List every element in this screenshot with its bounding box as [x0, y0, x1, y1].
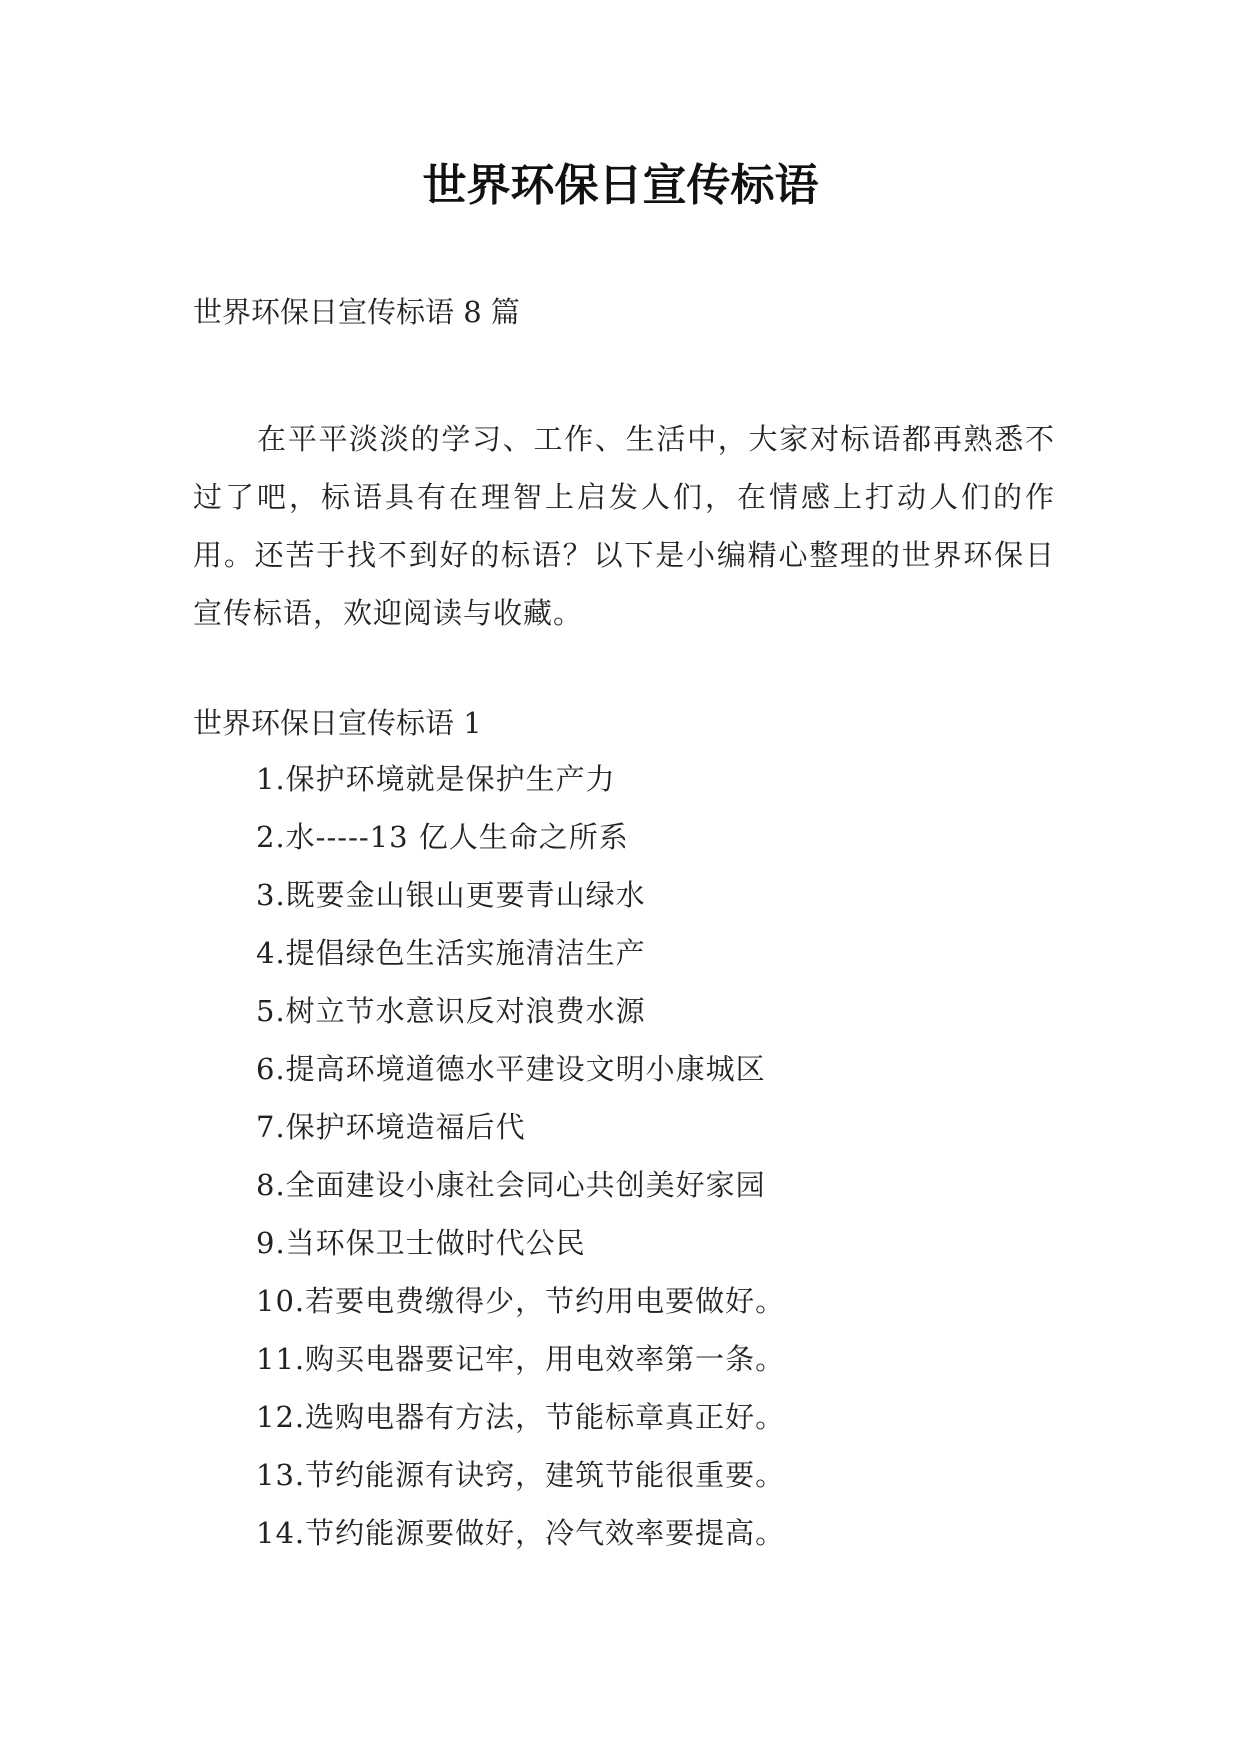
slogan-item: 13.节约能源有诀窍，建筑节能很重要。: [256, 1458, 786, 1492]
slogan-item: 14.节约能源要做好，冷气效率要提高。: [256, 1516, 786, 1550]
slogan-list: [256, 759, 785, 1571]
slogan-item: 9.当环保卫士做时代公民: [256, 1226, 586, 1260]
slogan-item: 10.若要电费缴得少，节约用电要做好。: [256, 1284, 786, 1318]
slogan-item: 11.购买电器要记牢，用电效率第一条。: [256, 1342, 786, 1376]
document-title: 世界环保日宣传标语: [422, 160, 819, 211]
slogan-item: 7.保护环境造福后代: [256, 1110, 526, 1144]
section-heading: 世界环保日宣传标语 1: [193, 706, 482, 740]
intro-paragraph: 在平平淡淡的学习、工作、生活中，大家对标语都再熟悉不过了吧，标语具有在理智上启发人们，在情感上打动人们的作用。还苦于找不到好的标语？以下是小编精心整理的世界环保日宣传标语，欢迎阅读与收藏。: [193, 422, 1055, 630]
slogan-item: 12.选购电器有方法，节能标章真正好。: [256, 1400, 786, 1434]
slogan-item: 3.既要金山银山更要青山绿水: [256, 878, 646, 912]
document-subtitle: 世界环保日宣传标语 8 篇: [193, 295, 520, 329]
slogan-item: 6.提高环境道德水平建设文明小康城区: [256, 1052, 766, 1086]
slogan-item: 4.提倡绿色生活实施清洁生产: [256, 936, 646, 970]
slogan-item: 1.保护环境就是保护生产力: [256, 762, 616, 796]
slogan-item: 2.水-----13 亿人生命之所系: [256, 820, 629, 854]
slogan-item: 5.树立节水意识反对浪费水源: [256, 994, 646, 1028]
slogan-item: 8.全面建设小康社会同心共创美好家园: [256, 1168, 766, 1202]
